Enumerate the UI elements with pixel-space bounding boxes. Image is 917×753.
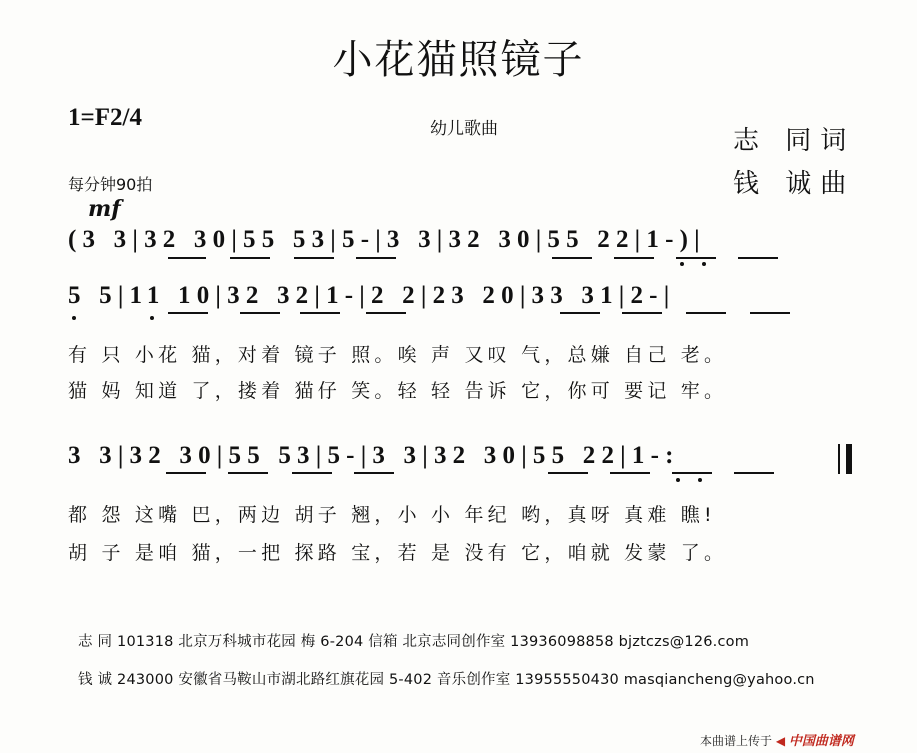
lyricist-credit: 志 同词 <box>733 126 856 156</box>
upload-text: 本曲谱上传于 <box>700 734 773 748</box>
beam <box>672 472 712 474</box>
upload-footer <box>700 730 854 749</box>
beam <box>300 312 340 314</box>
composer-credit: 钱 诚曲 <box>733 169 856 199</box>
low-octave-dot <box>72 316 76 320</box>
beam <box>610 472 650 474</box>
beam <box>166 472 206 474</box>
beam <box>356 257 396 259</box>
genre-label: 幼儿歌曲 <box>430 119 498 139</box>
beam <box>230 257 270 259</box>
lyric-verse2-line2: 胡 子 是咱 猫，一把 探路 宝，若 是 没有 它，咱就 发蒙 了。 <box>68 542 728 564</box>
key-time-signature: 1=F2/4 <box>68 104 142 131</box>
beam <box>552 257 592 259</box>
low-octave-dot <box>702 262 706 266</box>
score-line-3: 3 3|32 30|55 53|5-|3 3|32 30|55 22|1-: <box>68 442 680 469</box>
song-title: 小花猫照镜子 <box>332 37 585 83</box>
beam <box>686 312 726 314</box>
beam <box>168 312 208 314</box>
beam <box>750 312 790 314</box>
beam <box>560 312 600 314</box>
beam <box>168 257 206 259</box>
beam <box>228 472 268 474</box>
beam <box>240 312 280 314</box>
site-logo-icon: ◀ <box>775 734 786 748</box>
low-octave-dot <box>680 262 684 266</box>
beam <box>676 257 716 259</box>
beam <box>622 312 662 314</box>
beam <box>354 472 394 474</box>
composer-contact: 钱 诚 243000 安徽省马鞍山市湖北路红旗花园 5-402 音乐创作室 13955550430 masqiancheng@yahoo.cn <box>78 672 815 688</box>
beam <box>734 472 774 474</box>
lyric-verse1-line1: 有 只 小花 猫，对着 镜子 照。唉 声 又叹 气，总嫌 自己 老。 <box>68 344 728 366</box>
final-barline-thin <box>838 444 840 474</box>
tempo-marking: 每分钟90拍 <box>68 175 153 194</box>
lyric-verse2-line1: 猫 妈 知道 了，搂着 猫仔 笑。轻 轻 告诉 它，你可 要记 牢。 <box>68 380 728 402</box>
low-octave-dot <box>150 316 154 320</box>
score-line-1: (3 3|32 30|55 53|5-|3 3|32 30|55 22|1-)| <box>68 226 706 253</box>
beam <box>292 472 332 474</box>
low-octave-dot <box>698 478 702 482</box>
final-repeat-barline <box>846 444 852 474</box>
beam <box>738 257 778 259</box>
beam <box>366 312 406 314</box>
dynamic-marking: mf <box>88 196 121 222</box>
beam <box>548 472 588 474</box>
beam <box>294 257 334 259</box>
lyric-verse1-line2: 都 怨 这嘴 巴，两边 胡子 翘，小 小 年纪 哟，真呀 真难 瞧! <box>68 504 716 526</box>
lyricist-contact: 志 同 101318 北京万科城市花园 梅 6-204 信箱 北京志同创作室 13936098858 bjztczs@126.com <box>78 634 750 650</box>
beam <box>614 257 654 259</box>
site-name: 中国曲谱网 <box>788 734 854 749</box>
low-octave-dot <box>676 478 680 482</box>
score-line-2: 5 5|11 10|32 32|1-|2 2|23 20|33 31|2-| <box>68 282 676 309</box>
